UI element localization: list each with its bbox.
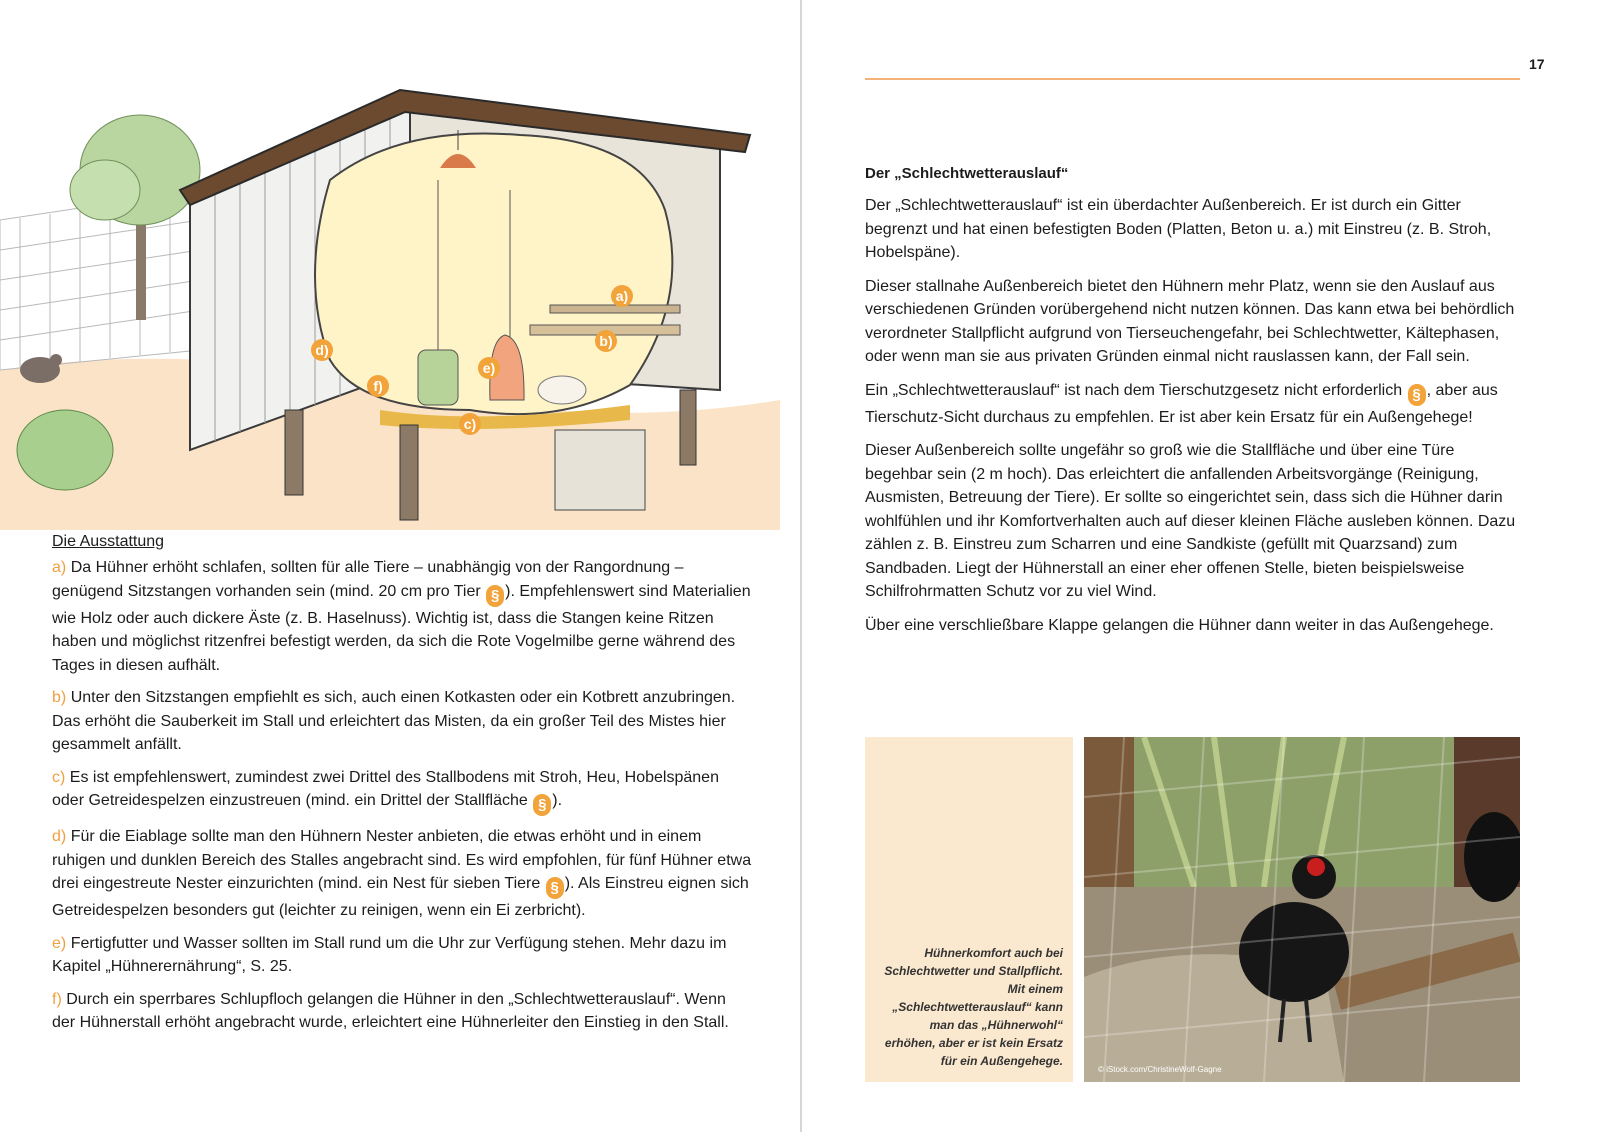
item-letter: e) <box>52 934 67 952</box>
equipment-list <box>52 556 752 1044</box>
header-rule <box>865 78 1520 80</box>
label-e: e) <box>482 360 496 376</box>
equipment-item-b <box>52 686 752 757</box>
item-letter: d) <box>52 828 67 845</box>
paragraph-2: Dieser stallnahe Außenbereich bietet den Hühnern mehr Platz, wenn sie den Auslauf aus verschiedenen Gründen vorübergehend nicht nutzen können. Das kann etwa bei behördlich verordneter Stallpflicht aufgrund von Tierseuchengefahr, bei Schlechtwetter, Kältephasen, oder wenn man sie aus privaten Gründen einmal nicht rauslassen kann, der Fall sein. <box>865 277 1515 365</box>
item-text-cont: ). <box>552 792 563 809</box>
paragraph-icon: § <box>486 585 504 607</box>
item-text: Für die Eiablage sollte man den Hühnern Nester anbieten, die etwas erhöht und in einem ruhigen und dunklen Bereich des Stalles angebracht sind. Es wird empfohlen, für fünf Hühner etwa drei eingestreute Nester einzurichten (mind. ein Nest für sieben Tiere <box>52 828 752 892</box>
item-letter: b) <box>52 689 67 706</box>
item-text: Es ist empfehlenswert, zumindest zwei Drittel des Stallbodens mit Stroh, Heu, Hobelspänen oder Getreidespelzen einzustreuen (mind. ein Drittel der Stallfläche <box>52 768 719 809</box>
article-heading: Der „Schlechtwetterauslauf“ <box>865 165 1069 182</box>
item-text: Durch ein sperrbares Schlupfloch gelangen die Hühner in den „Schlechtwetterauslauf“. Wenn der Hühnerstall erhöht angebracht wurde, erleichtert eine Hühnerleiter den Einstieg in den Stall. <box>52 990 729 1031</box>
item-letter: f) <box>52 990 62 1008</box>
article-body <box>865 194 1525 647</box>
right-page <box>802 0 1600 1132</box>
page-number: 17 <box>1529 56 1545 72</box>
paragraph-3-start: Ein „Schlechtwetterauslauf“ ist nach dem Tierschutzgesetz nicht erforderlich <box>865 381 1403 399</box>
chicken-photo-image <box>1084 737 1520 1082</box>
item-text-cont: ). Empfehlenswert sind Materialien wie Holz oder auch dickere Äste (z. B. Haselnuss). Wichtig ist, dass die Stangen keine Ritzen haben und möglichst ritzenfrei befestigt werden, da sich die Rote Vogelmilbe gerne während des Tages in diesen aufhält. <box>52 582 751 674</box>
equipment-item-d <box>52 825 752 923</box>
caption-box <box>865 737 1073 1082</box>
equipment-item-c <box>52 766 752 817</box>
item-text: Da Hühner erhöht schlafen, sollten für alle Tiere – unabhängig von der Rangordnung – genügend Sitzstangen vorhanden sein (mind. 20 cm pro Tier <box>52 559 684 600</box>
item-text: Fertigfutter und Wasser sollten im Stall rund um die Uhr zur Verfügung stehen. Mehr dazu im Kapitel „Hühnerernährung“, S. 25. <box>52 934 727 975</box>
paragraph-icon: § <box>1408 384 1426 406</box>
paragraph-icon: § <box>546 877 564 899</box>
paragraph-4: Dieser Außenbereich sollte ungefähr so groß wie die Stallfläche und über eine Türe begehbar sein (2 m hoch). Das erleichtert die anfallenden Arbeitsvorgänge (Reinigung, Ausmisten, Betreuung der Tiere). Er sollte so eingerichtet sein, dass sich die Hühner darin wohlfühlen und ihr Komfortverhalten auch auf dieser kleinen Fläche ausleben können. Dazu zählen z. B. Einstreu zum Scharren und eine Sandkiste (gefüllt mit Quarzsand) zum Sandbaden. Liegt der Hühnerstall an einer eher offenen Stelle, bieten beispielsweise Schilfrohrmatten Schutz vor zu viel Wind. <box>865 442 1516 600</box>
item-letter: a) <box>52 559 67 576</box>
label-d: d) <box>315 342 329 358</box>
paragraph-3-end: , aber aus Tierschutz-Sicht durchaus zu empfehlen. Er ist aber kein Ersatz für ein Außengehege! <box>865 381 1498 426</box>
paragraph-1: Der „Schlechtwetterauslauf“ ist ein überdachter Außenbereich. Er ist durch ein Gitter begrenzt und hat einen befestigten Boden (Platten, Beton u. a.) mit Einstreu (z. B. Stroh, Hobelspäne). <box>865 197 1492 261</box>
label-b: b) <box>599 333 613 349</box>
equipment-item-f <box>52 988 752 1035</box>
item-letter: c) <box>52 768 66 786</box>
equipment-item-a <box>52 556 752 677</box>
item-text: Unter den Sitzstangen empfiehlt es sich, auch einen Kotkasten oder ein Kotbrett anzubringen. Das erhöht die Sauberkeit im Stall und erleichtert das Misten, da ein großer Teil des Mistes hier gesammelt anfällt. <box>52 689 736 753</box>
photo-credit: © iStock.com/ChristineWolf-Gagne <box>1098 1065 1222 1074</box>
label-f: f) <box>373 378 383 394</box>
label-a: a) <box>615 288 629 304</box>
paragraph-3 <box>865 379 1525 430</box>
paragraph-icon: § <box>533 794 551 816</box>
item-text-cont: ). Als Einstreu eignen sich Getreidespelzen besonders gut (leichter zu reinigen, wenn ein Ei zerbricht). <box>52 875 749 919</box>
label-c: c) <box>463 416 477 432</box>
section-title: Die Ausstattung <box>52 533 165 550</box>
chicken-coop-illustration <box>0 40 780 530</box>
chicken-photo <box>1084 737 1520 1082</box>
paragraph-5: Über eine verschließbare Klappe gelangen die Hühner dann weiter in das Außengehege. <box>865 616 1494 634</box>
equipment-item-e <box>52 932 752 979</box>
photo-caption: Hühnerkomfort auch bei Schlechtwetter und Stallpflicht. Mit einem „Schlechtwetterauslauf“ kann man das „Hühnerwohl“ erhöhen, aber er ist kein Ersatz für ein Außengehege. <box>884 946 1063 1068</box>
